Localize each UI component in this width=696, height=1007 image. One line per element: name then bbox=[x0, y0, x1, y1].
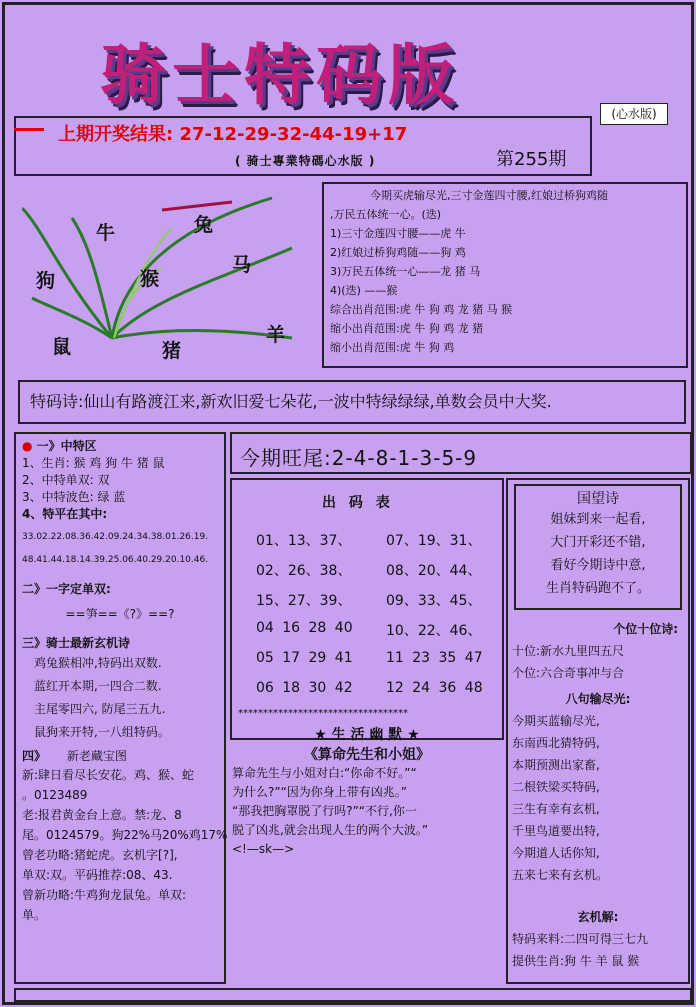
tips-box bbox=[322, 182, 688, 368]
section2-title: 二》一字定单双: bbox=[22, 582, 111, 596]
zodiac-pick: 1、生肖: 猴 鸡 狗 牛 猪 鼠 bbox=[22, 456, 165, 470]
poem-line: 鼠狗来开特,一八组特码。 bbox=[34, 725, 170, 739]
national-poem-line: 大门开彩还不错, bbox=[550, 535, 646, 550]
numbers-label: 4、特平在其中: bbox=[22, 507, 108, 521]
eight-line: 二根铁梁买特码, bbox=[512, 780, 600, 794]
code-cell: 05 17 29 41 bbox=[256, 650, 353, 666]
code-cell: 08、20、44、 bbox=[386, 563, 482, 579]
national-poem-line: 生肖特码跑不了。 bbox=[545, 581, 650, 596]
tips-line: 综合出肖范围:虎 牛 狗 鸡 龙 猪 马 猴 bbox=[330, 303, 513, 316]
special-poem: 特码诗:仙山有路渡江来,新欢旧爱七朵花,一波中特绿绿绿,单数会员中大奖. bbox=[18, 380, 686, 424]
zodiac-dog: 狗 bbox=[36, 270, 56, 292]
section1-title: ● 一》中特区 bbox=[22, 439, 97, 453]
left-column bbox=[14, 432, 226, 984]
eight-line: 三生有幸有玄机, bbox=[512, 802, 600, 816]
zodiac-rat: 鼠 bbox=[52, 336, 72, 358]
tips-line: ,万民五体统一心。(迭) bbox=[330, 208, 442, 221]
tips-line: 缩小出肖范围:虎 牛 狗 鸡 龙 猪 bbox=[330, 322, 484, 335]
treasure-line: 。0123489 bbox=[22, 788, 88, 802]
numbers-row-1: 33.02.22.08.36.42.09.24.34.38.01.26.19. bbox=[22, 532, 209, 542]
zodiac-horse: 马 bbox=[232, 254, 252, 276]
last-result-numbers: 27-12-29-32-44-19+17 bbox=[179, 124, 408, 145]
last-result-label: 上期开奖结果: bbox=[58, 124, 174, 145]
treasure-line: 尾。0124579。狗22%马20%鸡17% bbox=[22, 828, 228, 842]
star-divider: ********************************** bbox=[238, 708, 408, 719]
zodiac-rabbit: 兔 bbox=[194, 214, 214, 236]
humor-box bbox=[232, 724, 502, 859]
treasure-line: 新:肆日看尽长安花。鸡、猴、蛇 bbox=[22, 768, 195, 782]
xuanji-line: 特码来料:二四可得三七九 bbox=[512, 932, 649, 946]
subtitle: ( 骑士專業特碼心水版 ) bbox=[235, 154, 376, 168]
code-cell: 04 16 28 40 bbox=[256, 620, 353, 636]
zodiac-monkey: 猴 bbox=[140, 268, 160, 290]
zodiac-goat: 羊 bbox=[266, 324, 286, 346]
odd-even-pick: 2、中特单双: 双 bbox=[22, 473, 110, 487]
eight-line: 五来七来有玄机。 bbox=[512, 868, 609, 882]
code-cell: 15、27、39、 bbox=[256, 593, 352, 609]
code-cell: 12 24 36 48 bbox=[386, 680, 483, 696]
humor-line: “那我把胸罩脱了行吗?”“不行,你一 bbox=[232, 804, 417, 818]
eight-line: 本期预测出家畜, bbox=[512, 758, 600, 772]
poem-line: 鸡兔猴相冲,特码出双数. bbox=[34, 656, 162, 670]
code-cell: 11 23 35 47 bbox=[386, 650, 483, 666]
eight-line: 东南西北猜特码, bbox=[512, 736, 600, 750]
xuanji-title: 玄机解: bbox=[577, 910, 619, 924]
zodiac-pig: 猪 bbox=[162, 340, 182, 362]
humor-line: 为什么?”“因为你身上带有凶兆。” bbox=[232, 785, 408, 799]
national-poem-title: 国望诗 bbox=[577, 491, 619, 507]
treasure-line: 单双:双。平码推荐:08、43. bbox=[22, 868, 173, 882]
national-poem-line: 姐妹到来一起看, bbox=[550, 512, 646, 527]
code-cell: 10、22、46、 bbox=[386, 623, 482, 639]
issue-number: 第255期 bbox=[496, 149, 567, 170]
code-cell: 01、13、37、 bbox=[256, 533, 352, 549]
humor-line: 脱了凶兆,就会出现人生的两个大波。” bbox=[232, 823, 429, 837]
xuanji-line: 提供生肖:狗 牛 羊 鼠 猴 bbox=[512, 954, 640, 968]
code-cell: 09、33、45、 bbox=[386, 593, 482, 609]
last-result bbox=[58, 120, 407, 146]
code-cell: 06 18 30 42 bbox=[256, 680, 353, 696]
eight-line: 今期买蓝输尽光, bbox=[512, 714, 600, 728]
tips-line: 今期买虎输尽光,三寸金莲四寸腰,红娘过桥狗鸡随 bbox=[370, 189, 608, 202]
treasure-line: 曾新功略:牛鸡狗龙鼠兔。单双: bbox=[22, 888, 187, 902]
treasure-line: 曾老功略:猪蛇虎。玄机字[?], bbox=[22, 848, 178, 862]
code-cell: 07、19、31、 bbox=[386, 533, 482, 549]
poem-line: 主尾零四六, 防尾三五九. bbox=[34, 702, 166, 716]
digit-line: 个位:六合奇事冲与合 bbox=[512, 666, 625, 680]
digit-line: 十位:新水九里四五尺 bbox=[512, 644, 625, 658]
page-title: 骑士特码版 bbox=[100, 36, 460, 114]
national-poem-line: 看好今期诗中意, bbox=[550, 558, 646, 573]
footer-bar bbox=[14, 988, 692, 1002]
eight-line: 千里鸟道要出特, bbox=[512, 824, 600, 838]
tips-line: 2)红娘过桥狗鸡随——狗 鸡 bbox=[330, 246, 466, 259]
humor-title: ★ 生 活 幽 默 ★ bbox=[314, 727, 420, 743]
digit-title: 个位十位诗: bbox=[613, 622, 678, 636]
section3-title: 三》骑士最新玄机诗 bbox=[22, 636, 131, 650]
red-line bbox=[14, 128, 44, 131]
eight-title: 八句输尽光: bbox=[565, 692, 631, 706]
zodiac-art bbox=[22, 188, 318, 364]
tips-line: 3)万民五体统一心——龙 猪 马 bbox=[330, 265, 481, 278]
tips-line: 1)三寸金莲四寸腰——虎 牛 bbox=[330, 227, 466, 240]
eight-line: 今期道人话你知, bbox=[512, 846, 600, 860]
national-poem bbox=[514, 484, 682, 610]
zodiac-ox: 牛 bbox=[96, 222, 116, 244]
section4-title: 四》 新老藏宝图 bbox=[22, 749, 127, 763]
tips-line: 缩小出肖范围:虎 牛 狗 鸡 bbox=[330, 341, 455, 354]
tips-line: 4)(迭) ——猴 bbox=[330, 284, 398, 297]
code-table-title: 出 码 表 bbox=[322, 495, 394, 511]
treasure-line: 单。 bbox=[22, 908, 47, 922]
edition-label: (心水版) bbox=[600, 103, 668, 125]
section2-body: ==笋==《?》==? bbox=[65, 607, 175, 621]
treasure-line: 老:报君黄金台上意。禁:龙、8 bbox=[22, 808, 182, 822]
humor-line: 算命先生与小姐对白:“你命不好。”“ bbox=[232, 766, 417, 780]
code-table-box bbox=[230, 478, 504, 740]
code-cell: 02、26、38、 bbox=[256, 563, 352, 579]
poem-line: 蓝红开本期,一四合二数. bbox=[34, 679, 162, 693]
color-pick: 3、中特波色: 绿 蓝 bbox=[22, 490, 126, 504]
humor-line: <!—sk—> bbox=[232, 842, 295, 856]
right-texts bbox=[512, 618, 684, 972]
numbers-row-2: 48.41.44.18.14.39.25.06.40.29.20.10.46. bbox=[22, 555, 209, 565]
humor-subtitle: 《算命先生和小姐》 bbox=[304, 747, 430, 763]
lucky-tail: 今期旺尾:2-4-8-1-3-5-9 bbox=[230, 432, 692, 474]
